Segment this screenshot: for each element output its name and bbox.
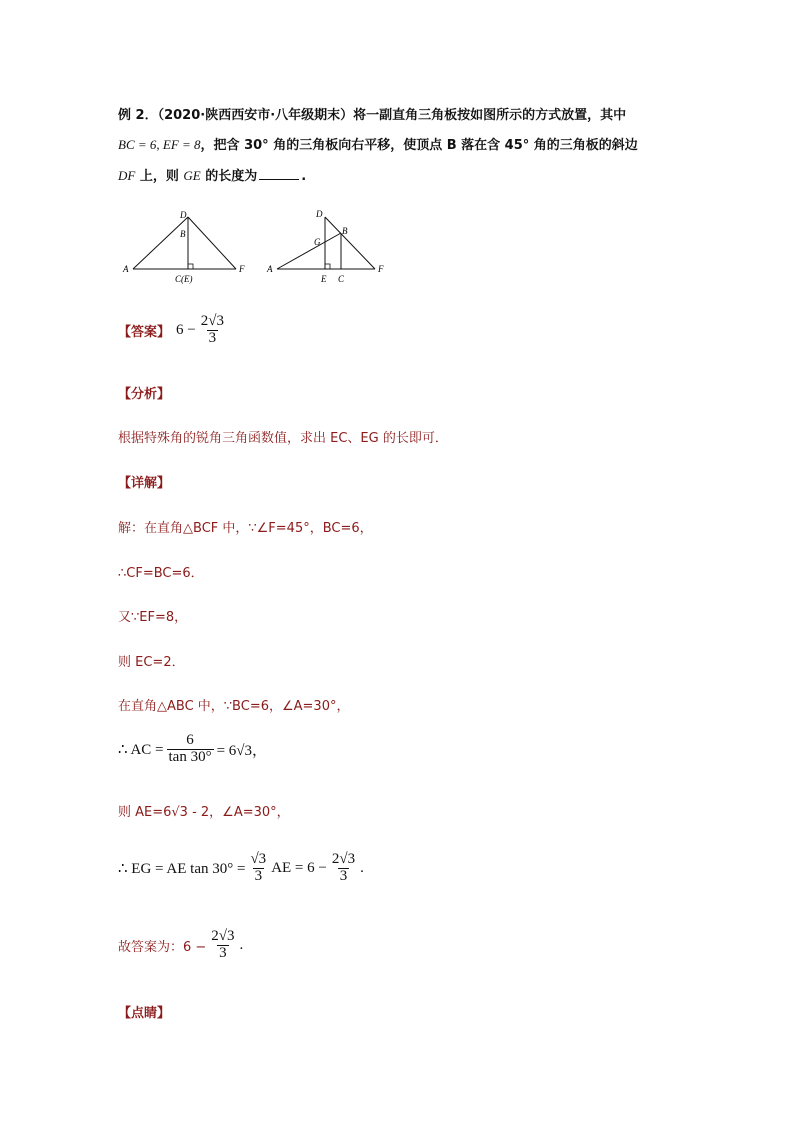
final-end: . <box>239 936 244 953</box>
answer-fraction <box>199 314 226 347</box>
fig1-label-ce: C(E) <box>175 274 193 284</box>
problem-prefix: 例 2．（2020·陕西西安市·八年级期末）将一副直角三角板按如图所示的方式放置，其中 <box>118 108 627 123</box>
equation-eg <box>118 852 364 885</box>
equation-ac <box>118 733 267 766</box>
answer-blank <box>259 179 299 180</box>
fig1-right-angle <box>188 264 193 269</box>
answer-den: 3 <box>208 329 217 346</box>
eq1-den: tan 30° <box>168 748 212 765</box>
fig1-label-f: F <box>239 264 245 274</box>
fig1-edge-ad <box>133 217 188 269</box>
problem-line-2-text: ，把含 30° 角的三角板向右平移，使顶点 B 落在含 45° 角的三角板的斜边 <box>200 138 638 153</box>
problem-given: BC = 6, EF = 8 <box>118 137 201 152</box>
fig2-right-angle <box>325 264 330 269</box>
fig2-label-e: E <box>321 274 327 284</box>
detail-line-1: 解：在直角△BCF 中，∵∠F=45°，BC=6， <box>118 521 373 536</box>
eq2-fraction-2 <box>330 852 357 885</box>
fig2-label-d: D <box>316 209 323 219</box>
problem-line-3-d: 的长度为 <box>200 169 258 184</box>
fig2-edge-df <box>325 217 375 269</box>
fig2-edge-ab <box>277 233 341 269</box>
eq2-lead: ∴ EG = AE tan 30° = <box>118 860 246 877</box>
fig1-label-d: D <box>180 210 187 220</box>
analysis-label: 【分析】 <box>118 387 171 402</box>
problem-line-3 <box>118 165 306 184</box>
fig1-label-b: B <box>180 229 186 239</box>
eq1-fraction <box>167 733 214 766</box>
detail-line-2: ∴CF=BC=6． <box>118 566 204 581</box>
problem-line-3-end: . <box>301 169 307 184</box>
answer-num: 2√3 <box>200 313 224 329</box>
eq2-fraction-1 <box>248 852 268 885</box>
figure-1 <box>118 206 253 290</box>
final-den: 3 <box>219 944 227 961</box>
highlight-label: 【点睛】 <box>118 1006 171 1021</box>
detail-line-4: 则 EC=2． <box>118 655 185 670</box>
eq1-num: 6 <box>186 732 194 748</box>
eq2-end: . <box>360 859 364 876</box>
final-lead: 故答案为：6 − <box>118 939 207 955</box>
problem-ge: GE <box>183 168 201 183</box>
problem-df: DF <box>118 168 136 183</box>
fig1-edge-df <box>188 217 236 269</box>
fig2-label-c: C <box>338 274 345 284</box>
analysis-text: 根据特殊角的锐角三角函数值，求出 EC、EG 的长即可． <box>118 431 448 446</box>
eq2-den: 3 <box>254 867 263 884</box>
figure-2 <box>262 206 392 290</box>
detail-line-6: 则 AE=6√3 - 2，∠A=30°， <box>118 805 290 820</box>
fig2-label-g: G <box>314 237 321 247</box>
fig2-label-a: A <box>267 264 273 274</box>
eq2-num2: 2√3 <box>331 851 356 867</box>
eq2-num: √3 <box>250 851 267 867</box>
fig2-label-b: B <box>342 226 348 236</box>
fig1-label-a: A <box>123 264 129 274</box>
final-fraction <box>209 929 236 962</box>
answer-row <box>118 314 229 347</box>
eq2-mid: AE = 6 − <box>271 859 327 876</box>
detail-line-5: 在直角△ABC 中，∵BC=6，∠A=30°， <box>118 699 350 714</box>
answer-label: 【答案】 <box>118 324 171 340</box>
final-num: 2√3 <box>211 928 235 944</box>
eq1-tail: = 6√3， <box>216 742 268 759</box>
answer-lead: 6 − <box>176 321 196 338</box>
problem-line-3-b: 上，则 <box>135 169 184 184</box>
detail-line-3: 又∵EF=8， <box>118 610 188 625</box>
problem-line-1 <box>118 104 626 123</box>
eq2-den2: 3 <box>339 867 348 884</box>
eq1-lead: ∴ AC = <box>118 741 164 758</box>
fig2-label-f: F <box>378 264 384 274</box>
problem-line-2 <box>118 134 638 153</box>
detail-label: 【详解】 <box>118 476 171 491</box>
final-answer-row <box>118 929 243 962</box>
